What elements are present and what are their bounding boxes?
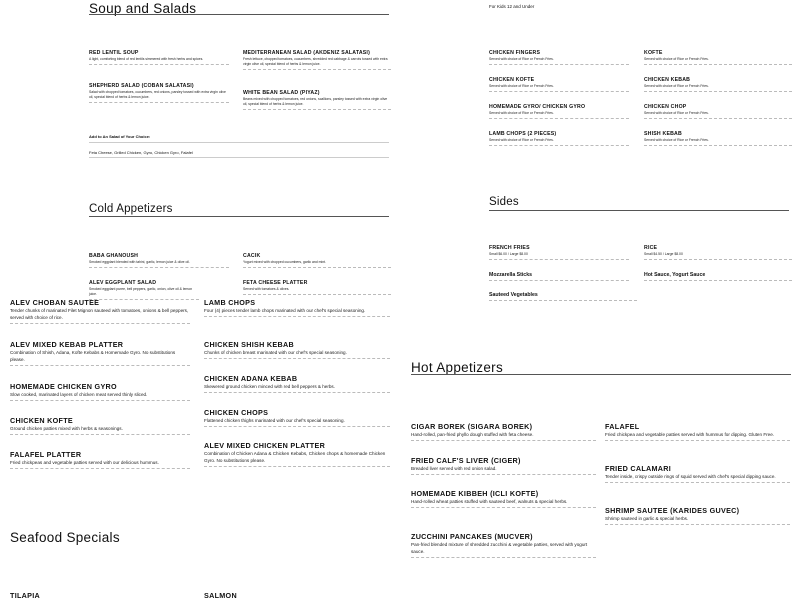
rule (89, 157, 389, 158)
menu-item: BABA GHANOUSH Smoked eggplant blended with tahini, garlic, lemon juice & olive oil. (89, 253, 229, 268)
menu-item: SHISH KEBAB Served with choice of Rice or French Fries. (644, 131, 792, 146)
menu-item: CHICKEN SHISH KEBAB Chunks of chicken breast marinated with our chef's special seasoning. (204, 340, 390, 359)
menu-item: HOMEMADE KIBBEH (ICLI KOFTE) Hand-rolled wheat patties stuffed with sauteed beef, walnuts & special herbs. (411, 489, 596, 508)
menu-item: CHICKEN KOFTE Served with choice of Rice or French Fries. (489, 77, 629, 92)
side-item: Hot Sauce, Yogurt Sauce (644, 272, 792, 281)
section-title-cold-appetizers: Cold Appetizers (89, 203, 173, 215)
menu-item: CHICKEN CHOPS Flattened chicken thighs marinated with our chef's special seasoning. (204, 408, 390, 427)
menu-item: TILAPIA (10, 591, 41, 600)
menu-item: FRENCH FRIES Small $6.00 / Large $8.00 (489, 245, 629, 260)
menu-item: CHICKEN ADANA KEBAB Skewered ground chicken minced with red bell peppers & herbs. (204, 374, 390, 393)
menu-item: ALEV CHOBAN SAUTEE Tender chunks of marinated Filet Mignon sauteed with tomatoes, onions & bell peppers, served with choice of rice. (10, 298, 190, 324)
menu-item: CACIK Yogurt mixed with chopped cucumbers, garlic and mint. (243, 253, 391, 268)
menu-item: FRIED CALF'S LIVER (CIGER) Breaded liver served with red onion salad. (411, 456, 596, 475)
menu-item: MEDITERRANEAN SALAD (AKDENIZ SALATASI) Fresh lettuce, chopped tomatoes, cucumbers, shredded red cabbage & carrots tossed with extra virgin olive oil, special blend of herbs & lemon juice. (243, 50, 391, 70)
section-title-soup-salads: Soup and Salads (89, 1, 197, 16)
menu-item: SHEPHERD SALAD (COBAN SALATASI) Salad with chopped tomatoes, cucumbers, red onions, parsley tossed with extra virgin olive oil, special blend of herbs & lemon juice. (89, 83, 229, 103)
menu-item: CIGAR BOREK (SIGARA BOREK) Hand-rolled, pan-fried phyllo dough stuffed with feta cheese. (411, 422, 596, 441)
menu-item: CHICKEN KOFTE Ground chicken patties mixed with herbs & seasonings. (10, 416, 190, 435)
add-salad-options: Feta Cheese, Grilled Chicken, Gyro, Chicken Gyro, Falafel (89, 150, 193, 155)
menu-item: FETA CHEESE PLATTER Served with tomatoes & olives. (243, 280, 391, 295)
menu-item: KOFTE Served with choice of Rice or French Fries. (644, 50, 792, 65)
menu-item: HOMEMADE CHICKEN GYRO Slow cooked, marinated layers of chicken meat served thinly sliced. (10, 382, 190, 401)
section-title-seafood: Seafood Specials (10, 530, 120, 545)
rule (89, 142, 389, 143)
menu-item: RICE Small $4.50 / Large $8.00 (644, 245, 792, 260)
rule (411, 374, 791, 375)
menu-item: LAMB CHOPS (2 PIECES) Served with choice of Rice or French Fries. (489, 131, 629, 146)
rule (89, 14, 389, 15)
menu-item: CHICKEN FINGERS Served with choice of Rice or French Fries. (489, 50, 629, 65)
menu-item: ALEV MIXED CHICKEN PLATTER Combination of Chicken Adana & Chicken Kebabs, Chicken chops & homemade Chicken Gyro. No substitutions please. (204, 441, 390, 467)
side-item: Sauteed Vegetables (489, 292, 637, 301)
section-title-hot-appetizers: Hot Appetizers (411, 360, 503, 375)
menu-item: FRIED CALAMARI Tender inside, crispy outside rings of squid served with chef's special dipping sauce. (605, 464, 790, 483)
menu-item: FALAFEL PLATTER Fried chickpeas and vegetable patties served with our delicious hummus. (10, 450, 190, 469)
rule (89, 216, 389, 217)
menu-item: WHITE BEAN SALAD (PIYAZ) Beans mixed with chopped tomatoes, red onions, scallions, parsley tossed with extra virgin olive oil, special blend of herbs & lemon juice. (243, 90, 391, 110)
menu-item: CHICKEN CHOP Served with choice of Rice or French Fries. (644, 104, 792, 119)
menu-item: ZUCCHINI PANCAKES (MUCVER) Pan-fried blended mixture of shredded zucchini & vegetable patties, served with yogurt sauce. (411, 532, 596, 558)
add-salad-label: Add to An Salad of Your Choice: (89, 134, 151, 139)
menu-item: HOMEMADE GYRO/ CHICKEN GYRO Served with choice of Rice or French Fries. (489, 104, 629, 119)
section-title-sides: Sides (489, 196, 519, 208)
menu-item: ALEV EGGPLANT SALAD Smoked eggplant puree, bell peppers, garlic, onion, olive oil & lemon juice. (89, 280, 199, 300)
menu-item: SALMON (204, 591, 237, 600)
side-item: Mozzarella Sticks (489, 272, 629, 281)
menu-item: LAMB CHOPS Four (4) pieces tender lamb chops marinated with our chef's special seasoning. (204, 298, 390, 317)
rule (489, 210, 789, 211)
menu-item: RED LENTIL SOUP A light, comforting blend of red lentils simmered with fresh herbs and spices. (89, 50, 229, 65)
menu-item: FALAFEL Fried chickpea and vegetable patties served with hummus for dipping. Gluten Free. (605, 422, 790, 441)
menu-item: ALEV MIXED KEBAB PLATTER Combination of Shish, Adana, Kofte Kebabs & Homemade Gyro. No substitutions please. (10, 340, 190, 366)
menu-item: SHRIMP SAUTEE (KARIDES GUVEC) Shrimp sauteed in garlic & special herbs. (605, 506, 790, 525)
menu-item: CHICKEN KEBAB Served with choice of Rice or French Fries. (644, 77, 792, 92)
kids-note: For Kids 12 and Under (489, 4, 535, 9)
